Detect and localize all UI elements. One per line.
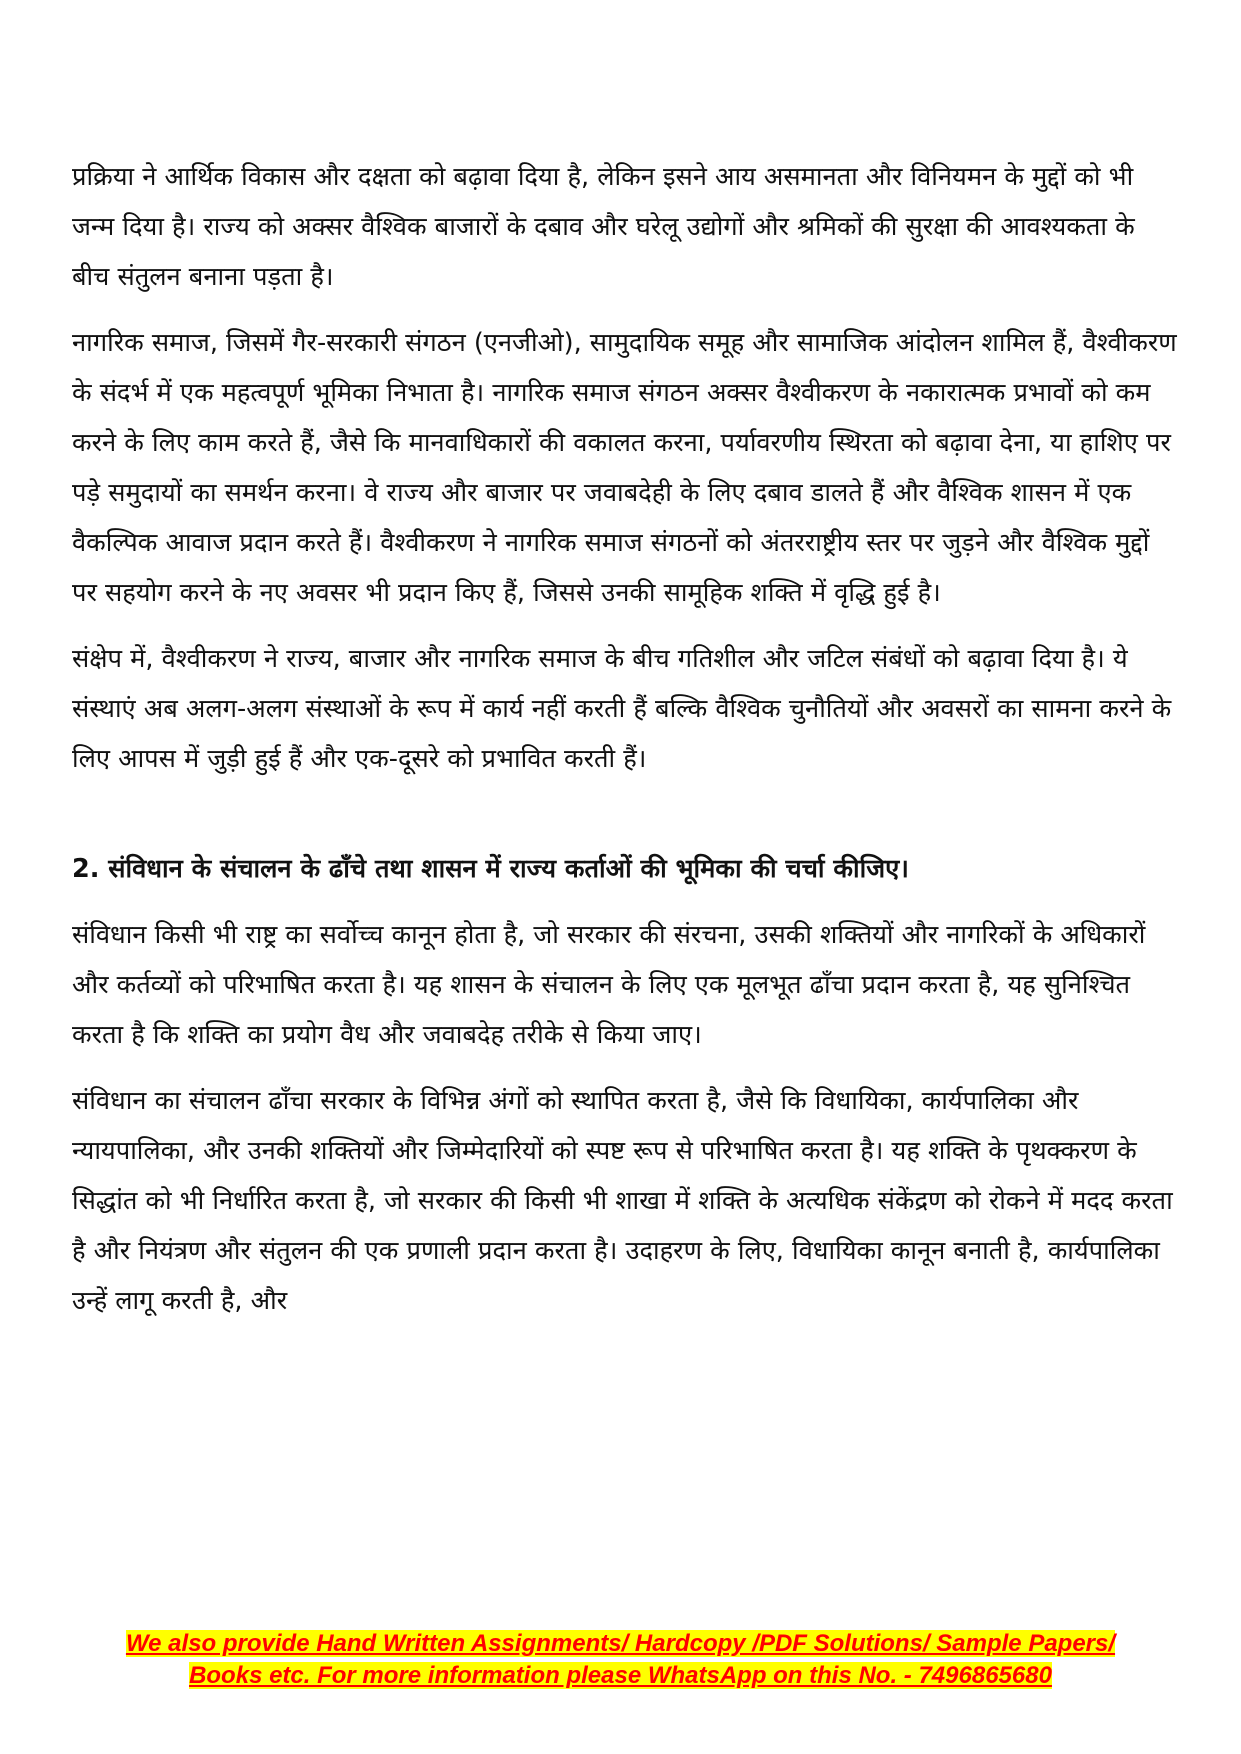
paragraph-constitution-framework: संविधान का संचालन ढाँचा सरकार के विभिन्न अंगों को स्थापित करता है, जैसे कि विधायिका, कार्यपालिका और न्यायपालिका, और उनकी शक्तियों और जिम्मेदारियों को स्पष्ट रूप से परिभाषित करता है। यह शक्ति के पृथक्करण के सिद्धांत को भी निर्धारित करता है, जो सरकार की किसी भी शाखा में शक्ति के अत्यधिक संकेंद्रण को रोकने में मदद करता है और नियंत्रण और संतुलन की एक प्रणाली प्रदान करता है। उदाहरण के लिए, विधायिका कानून बनाती है, कार्यपालिका उन्हें लागू करती है, और — [72, 1086, 1173, 1316]
paragraph-civil-society: नागरिक समाज, जिसमें गैर-सरकारी संगठन (एनजीओ), सामुदायिक समूह और सामाजिक आंदोलन शामिल हैं, वैश्वीकरण के संदर्भ में एक महत्वपूर्ण भूमिका निभाता है। नागरिक समाज संगठन अक्सर वैश्वीकरण के नकारात्मक प्रभावों को कम करने के लिए काम करते हैं, जैसे कि मानवाधिकारों की वकालत करना, पर्यावरणीय स्थिरता को बढ़ावा देना, या हाशिए पर पड़े समुदायों का समर्थन करना। वे राज्य और बाजार पर जवाबदेही के लिए दबाव डालते हैं और वैश्विक शासन में एक वैकल्पिक आवाज प्रदान करते हैं। वैश्वीकरण ने नागरिक समाज संगठनों को अंतरराष्ट्रीय स्तर पर जुड़ने और वैश्विक मुद्दों पर सहयोग करने के नए अवसर भी प्रदान किए हैं, जिससे उनकी सामूहिक शक्ति में वृद्धि हुई है। — [72, 328, 1177, 608]
promo-footer-line-2: Books etc. For more information please WhatsApp on this No. - 7496865680 — [189, 1662, 1052, 1689]
question-heading: 2. संविधान के संचालन के ढाँचे तथा शासन में राज्य कर्ताओं की भूमिका की चर्चा कीजिए। — [72, 854, 909, 884]
document-body — [72, 152, 1177, 1342]
paragraph-economic-development: प्रक्रिया ने आर्थिक विकास और दक्षता को बढ़ावा दिया है, लेकिन इसने आय असमानता और विनियमन के मुद्दों को भी जन्म दिया है। राज्य को अक्सर वैश्विक बाजारों के दबाव और घरेलू उद्योगों और श्रमिकों की सुरक्षा की आवश्यकता के बीच संतुलन बनाना पड़ता है। — [72, 162, 1135, 292]
promo-footer-line-1: We also provide Hand Written Assignments/ Hardcopy /PDF Solutions/ Sample Papers/ — [125, 1630, 1116, 1657]
paragraph-summary: संक्षेप में, वैश्वीकरण ने राज्य, बाजार और नागरिक समाज के बीच गतिशील और जटिल संबंधों को बढ़ावा दिया है। ये संस्थाएं अब अलग-अलग संस्थाओं के रूप में कार्य नहीं करती हैं बल्कि वैश्विक चुनौतियों और अवसरों का सामना करने के लिए आपस में जुड़ी हुई हैं और एक-दूसरे को प्रभावित करती हैं। — [72, 644, 1172, 774]
paragraph-constitution-intro: संविधान किसी भी राष्ट्र का सर्वोच्च कानून होता है, जो सरकार की संरचना, उसकी शक्तियों और नागरिकों के अधिकारों और कर्तव्यों को परिभाषित करता है। यह शासन के संचालन के लिए एक मूलभूत ढाँचा प्रदान करता है, यह सुनिश्चित करता है कि शक्ति का प्रयोग वैध और जवाबदेह तरीके से किया जाए। — [72, 920, 1146, 1050]
promo-footer — [0, 1628, 1241, 1692]
